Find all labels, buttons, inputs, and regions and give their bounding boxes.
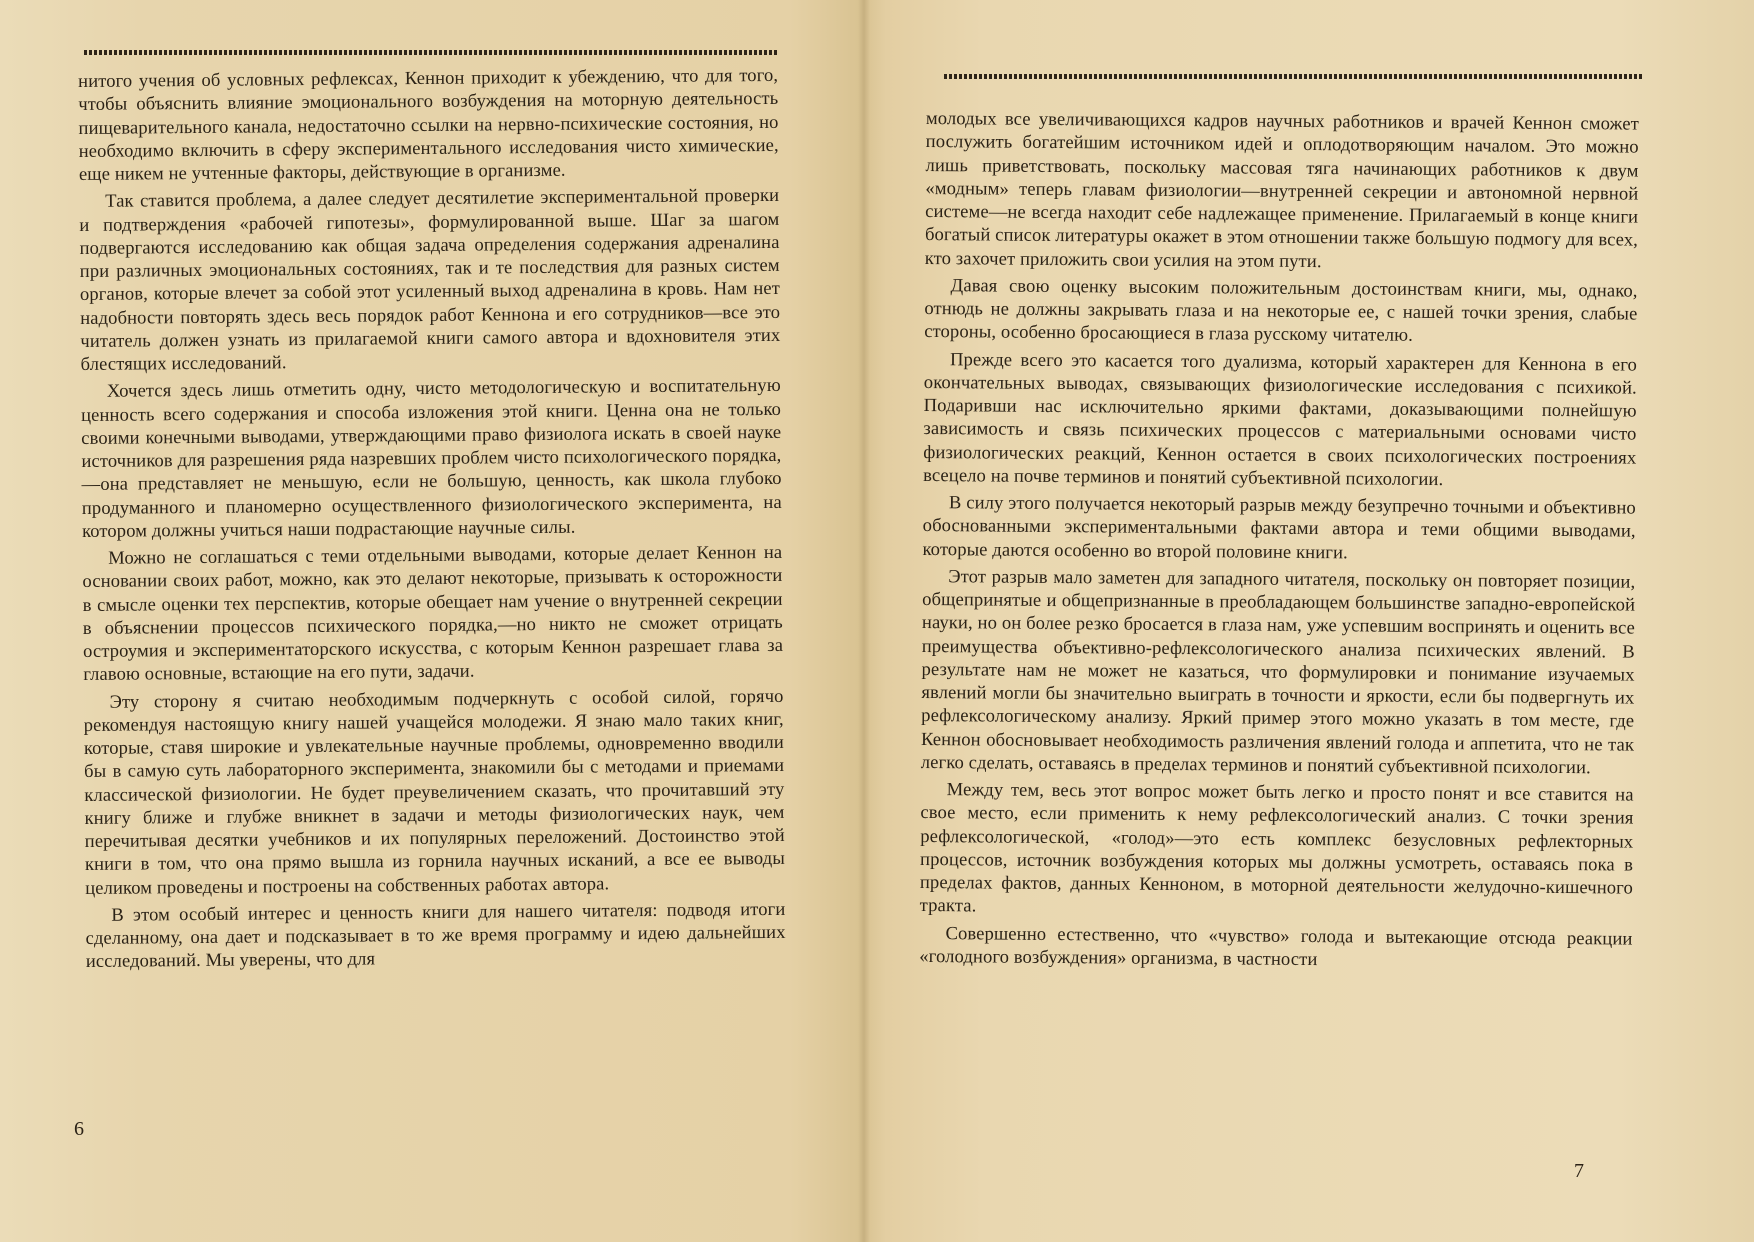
- paragraph: Эту сторону я считаю необходимым подчеркнуть с особой силой, горячо рекомендуя настоящую книгу нашей учащейся молодежи. Я знаю мало таких книг, которые, ставя широкие и увлекательные научные проблемы, одновременно вводили бы в самую суть лабораторного эксперимента, знакомили бы с методами и приемами классической физиологии. Не будет преувеличением сказать, что прочитавший эту книгу ближе и глубже вникнет в задачи и методы физиологических наук, чем перечитывая десятки учебников и их популярных переложений. Достоинство этой книги в том, что она прямо вышла из горнила научных исканий, а все ее выводы целиком проведены и построены на собственных работах автора.: [83, 685, 786, 899]
- paragraph: Так ставится проблема, а далее следует десятилетие экспериментальной проверки и подтверждения «рабочей гипотезы», формулированной выше. Шаг за шагом подвергаются исследованию как общая задача определения содержания адреналина при различных эмоциональных состояниях, так и те последствия для разных систем органов, которые влечет за собой этот усиленный выход адреналина в кровь. Нам нет надобности повторять здесь весь порядок работ Кеннона и его сотрудников—все это читатель должен узнать из прилагаемой книги самого автора и вдохновителя этих блестящих исследований.: [79, 185, 781, 375]
- paragraph: Совершенно естественно, что «чувство» голода и вытекающие отсюда реакции «голодного возбуждения» организма, в частности: [919, 922, 1633, 970]
- paragraph: В силу этого получается некоторый разрыв между безупречно точными и объективно обоснованными экспериментальными фактами автора и теми общими выводами, которые даются особенно во второй половине книги.: [922, 492, 1636, 563]
- paragraph: Прежде всего это касается того дуализма, который характерен для Кеннона в его окончательных выводах, связывающих физиологические исследования с психикой. Подаривши нас исключительно яркими фактами, доказывающими полнейшую зависимость и связь психических процессов с материальными основами чисто физиологических реакций, Кеннон остается в своих психологических построениях всецело на почве терминов и понятий субъективной психологии.: [923, 348, 1638, 490]
- right-page-text: [919, 107, 1639, 978]
- header-rule: [84, 50, 778, 55]
- paragraph: нитого учения об условных рефлексах, Кеннон приходит к убеждению, что для того, чтобы объяснить влияние эмоционального возбуждения на моторную деятельность пищеварительного канала, недостаточно ссылки на нервно-психические состояния, но необходимо включить в сферу экспериментального иcследования чисто химические, еще никем не учтенные факторы, действующие в организме.: [78, 64, 779, 185]
- paragraph: Между тем, весь этот вопрос может быть легко и просто понят и все ставится на свое место, если применить к нему рефлексологический анализ. С точки зрения рефлексологической, «голод»—это есть комплекс безусловных рефлекторных процессов, источник возбуждения которых мы должны усмотреть, оставаясь пока в пределах фактов, данных Кенноном, в моторной деятельности желудочно-кишечного тракта.: [919, 779, 1634, 917]
- left-page-text: [78, 64, 786, 978]
- paragraph: молодых все увеличивающихся кадров научных работников и врачей Кеннон сможет послужить богатейшим источником идей и оплодотворяющим началом. Это можно лишь приветствовать, поскольку массовая тяга начинающих работников к двум «модным» теперь главам физиологии—внутренней секреции и автономной нервной системе—не всегда находит себе надлежащее применение. Прилагаемый в конце книги богатый список литературы окажет в этом отношении также большую подмогу для всех, кто захочет приложить свои усилия на этом пути.: [924, 107, 1639, 272]
- paragraph: Этот разрыв мало заметен для западного читателя, поскольку он повторяет позиции, общепринятые и общепризнанные в преобладающем большинстве западно-европейской науки, но он более резко бросается в глаза нам, уже успевшим воспринять и оценить все преимущества объективно-рефлексологического анализа психических явлений. В результате нам не может не казаться, что формулировки и понимание изучаемых явлений могли бы значительно выиграть в точности и яркости, если бы подвергнуть их рефлексологическому анализу. Яркий пример этого можно указать в том месте, где Кеннон обосновывает необходимость различения явлений голода и аппетита, что не так легко сделать, оставаясь в пределах терминов и понятий субъективной психологии.: [920, 565, 1636, 778]
- page-number: 7: [1574, 1160, 1584, 1182]
- header-rule: [944, 74, 1644, 79]
- book-spine: [858, 0, 870, 1242]
- paragraph: Давая свою оценку высоким положительным достоинствам книги, мы, однако, отнюдь не должны закрывать глаза и на некоторые ее, с нашей точки зрения, слабые стороны, особенно бросающиеся в глаза русскому читателю.: [924, 274, 1638, 347]
- paragraph: В этом особый интерес и ценность книги для нашего читателя: подводя итоги сделанному, она дает и подсказывает в то же время программу и идею дальнейших исследований. Мы уверены, что для: [85, 898, 786, 973]
- right-page: [870, 0, 1754, 1242]
- paragraph: Можно не соглашаться с теми отдельными выводами, которые делает Кеннон на основании своих работ, можно, как это делают некоторые, призывать к осторожности в смысле оценки тех перспектив, которые обещает нам учение о внутренней секреции в объяснении процессов психического порядка,—но никто не сможет отрицать остроумия и экспериментаторского искусства, с которым Кеннон разрешает глава за главою основные, встающие на его пути, задачи.: [82, 541, 784, 686]
- paragraph: Хочется здесь лишь отметить одну, чисто методологическую и воспитательную ценность всего содержания и способа изложения этой книги. Ценна она не только своими конечными выводами, утверждающими право физиолога искать в своей науке источников для разрешения ряда назревших проблем чисто психологического порядка,—она представляет не меньшую, если не большую, ценность, как школа глубоко продуманного и планомерно осуществленного физиологического эксперимента, на котором должны учиться наши подрастающие научные силы.: [80, 375, 782, 542]
- page-number: 6: [74, 1118, 84, 1140]
- left-page: [0, 0, 858, 1242]
